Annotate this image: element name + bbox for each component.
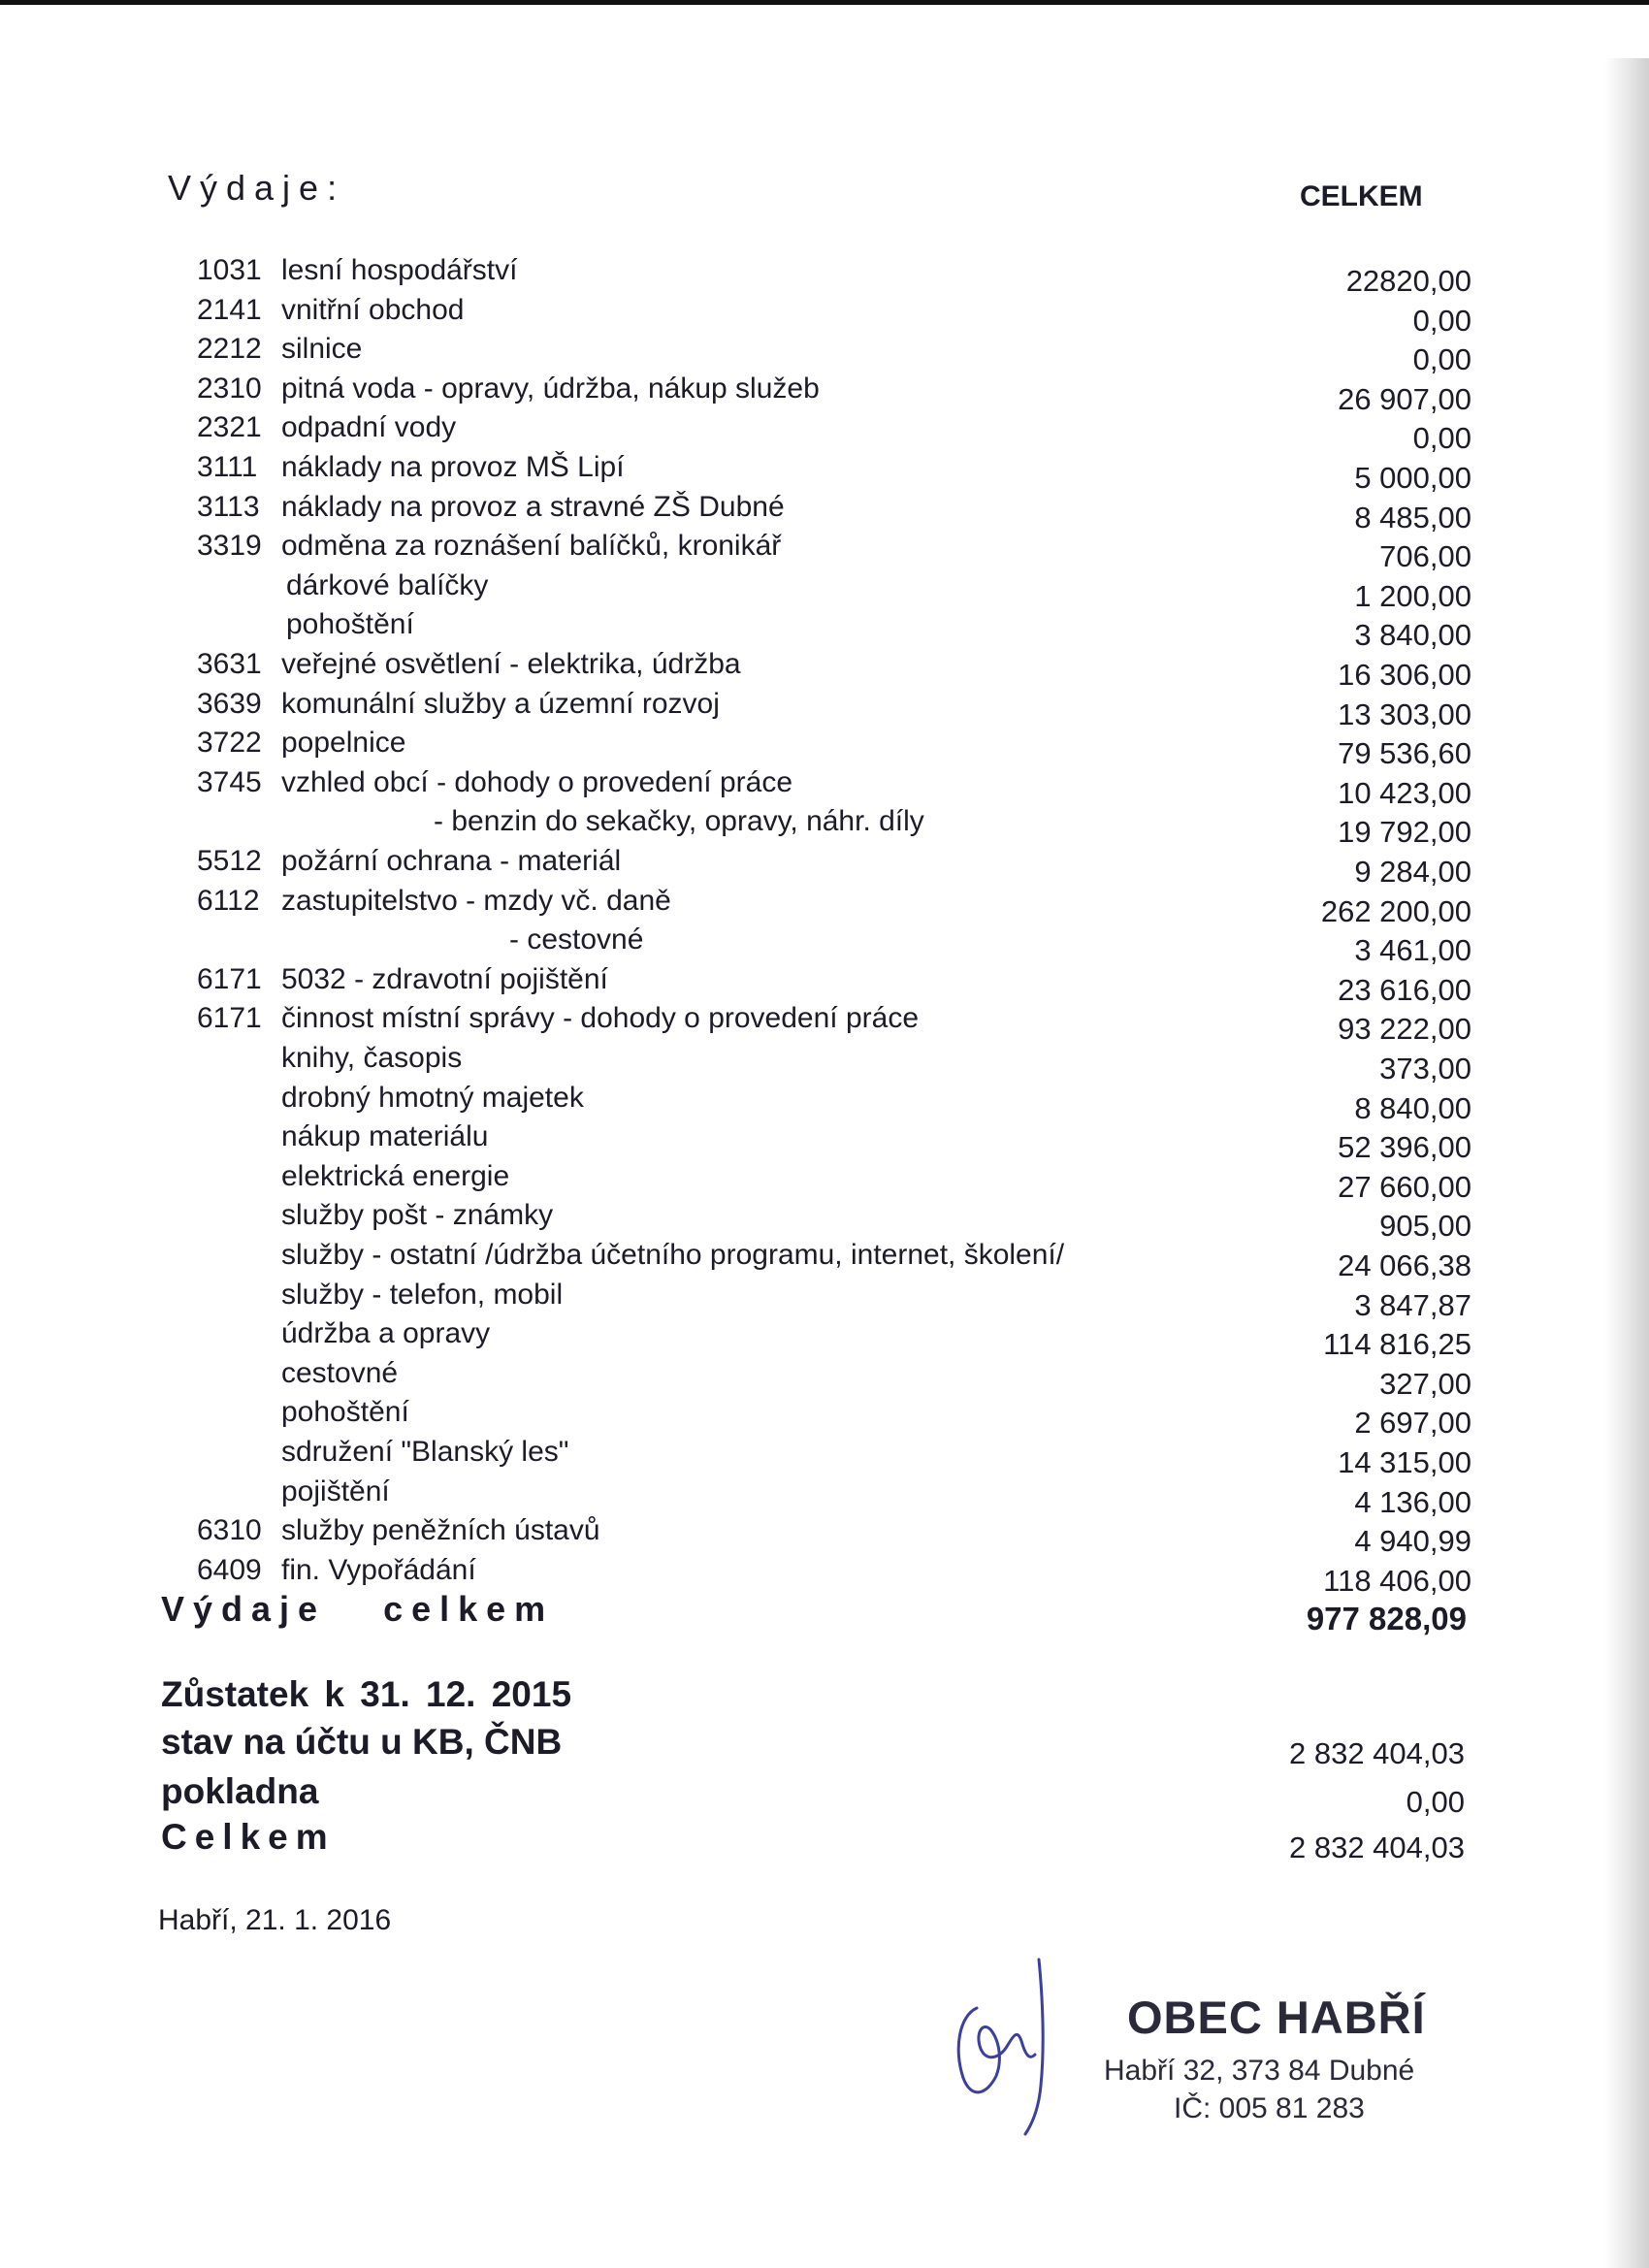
expense-label: dárkové balíčky: [286, 569, 489, 601]
expense-row: [0, 294, 1649, 338]
expense-row: [0, 648, 1649, 692]
expense-label: - cestovné: [509, 923, 644, 956]
expense-amount: 8 840,00: [1354, 1091, 1471, 1125]
expense-code: 3113: [197, 491, 260, 523]
expense-label: údržba a opravy: [281, 1317, 491, 1349]
expense-code: 5512: [197, 845, 262, 877]
expense-row: [0, 254, 1649, 298]
cash-amount: 0,00: [1406, 1785, 1465, 1819]
expense-label: vnitřní obchod: [281, 294, 465, 326]
expense-row: [0, 1279, 1649, 1322]
expenses-total-amount: 977 828,09: [1306, 1601, 1467, 1636]
expense-amount: 3 461,00: [1354, 933, 1471, 967]
expense-amount: 262 200,00: [1320, 894, 1471, 928]
expense-label: odměna za roznášení balíčků, kronikář: [281, 530, 782, 562]
expense-row: [0, 1475, 1649, 1519]
expense-amount: 24 066,38: [1338, 1248, 1471, 1282]
stamp-ico: IČ: 005 81 283: [1174, 2092, 1365, 2124]
expense-row: [0, 727, 1649, 770]
expense-label: drobný hmotný majetek: [281, 1082, 584, 1114]
expense-row: [0, 451, 1649, 495]
expense-row: [0, 1239, 1649, 1282]
expense-label: služby peněžních ústavů: [281, 1514, 600, 1546]
expense-row: [0, 1554, 1649, 1598]
balance-heading: Zůstatek k 31. 12. 2015: [161, 1674, 572, 1714]
expense-amount: 327,00: [1379, 1367, 1471, 1401]
expense-amount: 22820,00: [1345, 264, 1471, 298]
stamp-address: Habří 32, 373 84 Dubné: [1104, 2055, 1415, 2087]
balance-total-label: Celkem: [161, 1817, 336, 1857]
expense-amount: 26 907,00: [1338, 382, 1471, 416]
expense-code: 3639: [197, 688, 262, 720]
expense-amount: 14 315,00: [1338, 1445, 1471, 1479]
expense-amount: 4 940,99: [1354, 1524, 1471, 1558]
expense-row: [0, 1002, 1649, 1046]
expense-row: [0, 333, 1649, 376]
expense-amount: 93 222,00: [1338, 1012, 1471, 1046]
expense-row: [0, 688, 1649, 731]
expense-label: zastupitelstvo - mzdy vč. daně: [281, 885, 671, 917]
expense-row: [0, 1514, 1649, 1558]
expense-row: [0, 885, 1649, 928]
expense-label: elektrická energie: [281, 1160, 510, 1192]
expense-code: 2212: [197, 333, 262, 365]
expense-label: lesní hospodářství: [281, 254, 518, 286]
expense-label: 5032 - zdravotní pojištění: [281, 963, 608, 995]
balance-total-amount: 2 832 404,03: [1288, 1831, 1465, 1864]
expense-code: 6409: [197, 1554, 262, 1586]
expense-row: [0, 1042, 1649, 1085]
expense-code: 3722: [197, 727, 262, 759]
expense-row: [0, 608, 1649, 652]
expense-row: [0, 411, 1649, 455]
expense-label: silnice: [281, 333, 363, 365]
expense-label: pohoštění: [281, 1396, 409, 1428]
expense-row: [0, 1396, 1649, 1440]
expense-label: náklady na provoz MŠ Lipí: [281, 451, 625, 483]
expense-code: 2321: [197, 411, 262, 443]
expense-amount: 52 396,00: [1338, 1130, 1471, 1164]
expense-label: popelnice: [281, 727, 406, 759]
expense-amount: 8 485,00: [1354, 501, 1471, 535]
expense-code: 3745: [197, 766, 262, 798]
expense-code: 6171: [197, 1002, 262, 1034]
expense-row: [0, 845, 1649, 889]
cash-label: pokladna: [161, 1771, 319, 1811]
expense-code: 2310: [197, 373, 262, 405]
expense-label: veřejné osvětlení - elektrika, údržba: [281, 648, 741, 680]
handwritten-signature: [946, 1940, 1062, 2144]
place-date: Habří, 21. 1. 2016: [158, 1904, 392, 1936]
expense-row: [0, 805, 1649, 849]
expense-row: [0, 1357, 1649, 1401]
expense-amount: 9 284,00: [1354, 855, 1471, 889]
expense-row: [0, 1436, 1649, 1479]
expense-row: [0, 1082, 1649, 1125]
expense-label: vzhled obcí - dohody o provedení práce: [281, 766, 793, 798]
expense-amount: 4 136,00: [1354, 1485, 1471, 1519]
expense-label: služby pošt - známky: [281, 1199, 554, 1231]
expense-label: nákup materiálu: [281, 1120, 489, 1152]
expense-amount: 706,00: [1379, 539, 1471, 573]
expense-label: služby - ostatní /údržba účetního programu, internet, školení/: [281, 1239, 1065, 1271]
expense-label: knihy, časopis: [281, 1042, 463, 1074]
expense-row: [0, 766, 1649, 810]
expense-amount: 0,00: [1412, 342, 1471, 376]
expense-amount: 905,00: [1379, 1209, 1471, 1243]
expense-label: fin. Vypořádání: [281, 1554, 476, 1586]
expense-amount: 114 816,25: [1323, 1327, 1471, 1361]
expense-label: sdružení "Blanský les": [281, 1436, 569, 1468]
expense-code: 3111: [197, 451, 258, 483]
expense-label: činnost místní správy - dohody o provedení práce: [281, 1002, 920, 1034]
expense-label: náklady na provoz a stravné ZŠ Dubné: [281, 491, 785, 523]
expense-label: komunální služby a územní rozvoj: [281, 688, 720, 720]
expense-label: pojištění: [281, 1475, 390, 1507]
expense-code: 1031: [197, 254, 262, 286]
expense-row: [0, 373, 1649, 416]
expense-label: služby - telefon, mobil: [281, 1279, 564, 1311]
expense-amount: 1 200,00: [1354, 579, 1471, 613]
expense-label: odpadní vody: [281, 411, 457, 443]
expense-amount: 3 840,00: [1354, 618, 1471, 652]
scan-top-border: [0, 0, 1649, 5]
expense-row: [0, 923, 1649, 967]
expense-label: pitná voda - opravy, údržba, nákup služeb: [281, 373, 820, 405]
expenses-title: Výdaje:: [168, 168, 346, 208]
expense-label: pohoštění: [286, 608, 414, 640]
expense-amount: 118 406,00: [1323, 1564, 1471, 1598]
total-column-header: CELKEM: [1300, 180, 1423, 212]
expense-amount: 0,00: [1412, 304, 1471, 338]
expense-code: 6310: [197, 1514, 262, 1546]
expense-amount: 13 303,00: [1338, 697, 1471, 731]
expense-row: [0, 1199, 1649, 1243]
expense-code: 3319: [197, 530, 262, 562]
expense-amount: 10 423,00: [1338, 776, 1471, 810]
expense-code: 6171: [197, 963, 262, 995]
expense-row: [0, 1120, 1649, 1164]
expense-label: požární ochrana - materiál: [281, 845, 622, 877]
bank-balance-label: stav na účtu u KB, ČNB: [161, 1722, 563, 1762]
expense-row: [0, 569, 1649, 613]
expense-code: 3631: [197, 648, 262, 680]
expense-amount: 16 306,00: [1338, 658, 1471, 692]
expense-amount: 23 616,00: [1338, 973, 1471, 1007]
expense-amount: 3 847,87: [1354, 1288, 1471, 1322]
expense-amount: 5 000,00: [1354, 461, 1471, 495]
expense-amount: 27 660,00: [1338, 1170, 1471, 1204]
expense-amount: 19 792,00: [1338, 815, 1471, 849]
expense-row: [0, 963, 1649, 1007]
stamp-municipality-name: OBEC HABŘÍ: [1127, 1992, 1426, 2043]
expense-amount: 0,00: [1412, 421, 1471, 455]
expense-amount: 2 697,00: [1354, 1406, 1471, 1440]
expense-amount: 79 536,60: [1338, 736, 1471, 770]
expense-label: - benzin do sekačky, opravy, náhr. díly: [434, 805, 924, 837]
expenses-total-label: Výdaje celkem: [161, 1589, 555, 1629]
expense-code: 2141: [197, 294, 262, 326]
expense-row: [0, 530, 1649, 573]
expense-row: [0, 1317, 1649, 1361]
expense-label: cestovné: [281, 1357, 399, 1389]
expense-row: [0, 491, 1649, 535]
expense-amount: 373,00: [1379, 1052, 1471, 1085]
expense-row: [0, 1160, 1649, 1204]
expense-code: 6112: [197, 885, 260, 917]
bank-balance-amount: 2 832 404,03: [1288, 1736, 1465, 1770]
